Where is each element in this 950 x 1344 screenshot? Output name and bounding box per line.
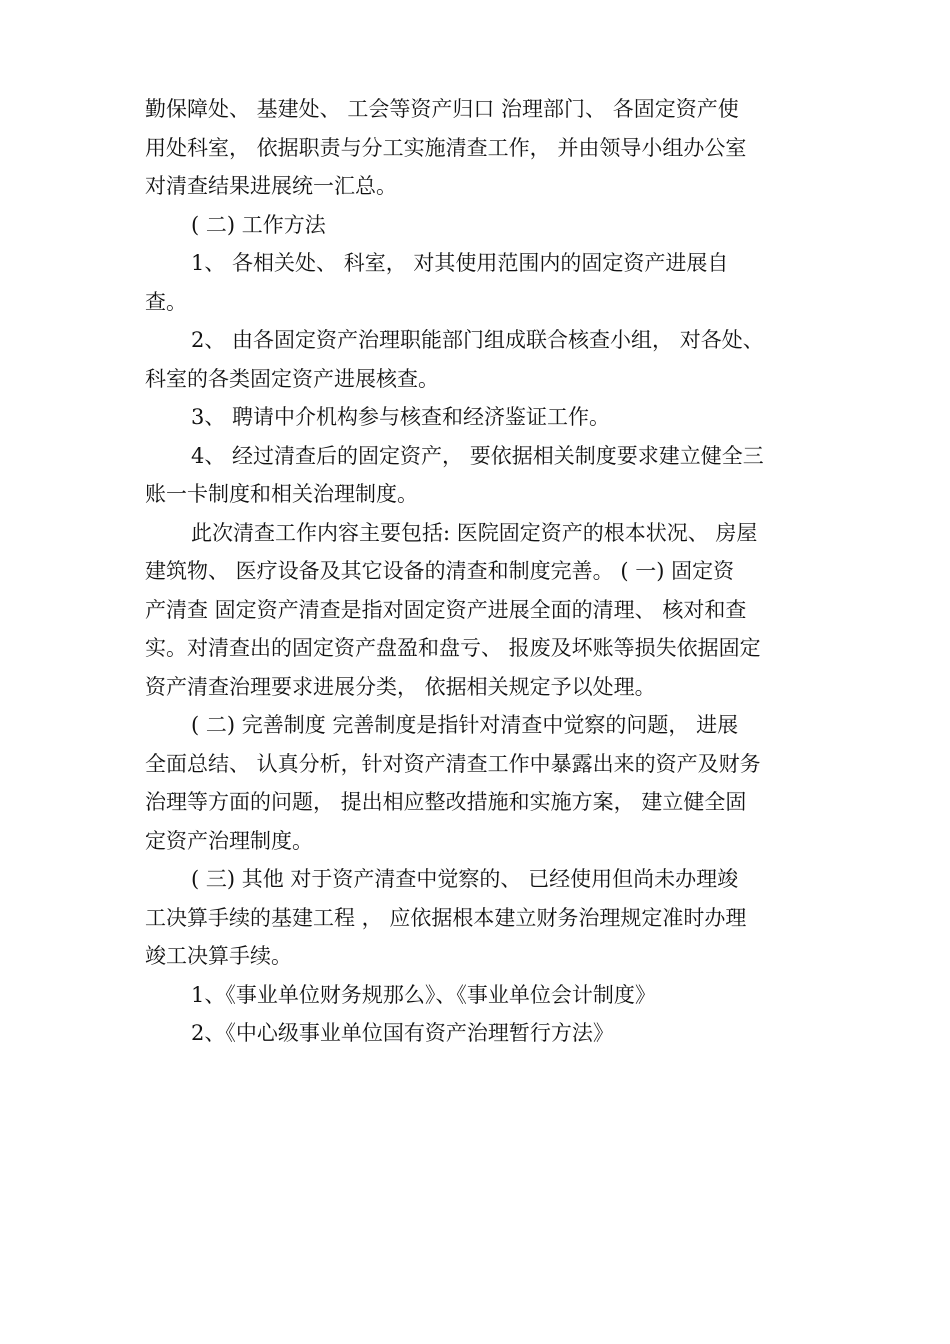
text-line: 治理等方面的问题， 提出相应整改措施和实施方案， 建立健全固 — [145, 790, 747, 814]
list-item: 1、 各相关处、 科室， 对其使用范围内的固定资产进展自 — [191, 251, 729, 275]
text-line: 定资产治理制度。 — [145, 828, 313, 853]
text-line: 查。 — [145, 289, 187, 314]
text-line: 用处科室， 依据职责与分工实施清查工作， 并由领导小组办公室 — [145, 135, 747, 160]
paragraph-start: 此次清查工作内容主要包括: 医院固定资产的根本状况、 房屋 — [191, 520, 758, 545]
text-line: 账一卡制度和相关治理制度。 — [145, 482, 418, 506]
list-item: 4、 经过清查后的固定资产， 要依据相关制度要求建立健全三 — [191, 443, 764, 468]
text-line: 全面总结、 认真分析，针对资产清查工作中暴露出来的资产及财务 — [145, 751, 761, 776]
text-line: 工决算手续的基建工程 ， 应依据根本建立财务治理规定准时办理 — [145, 905, 747, 930]
list-item: 2、 由各固定资产治理职能部门组成联合核查小组， 对各处、 — [191, 328, 764, 352]
reference-item: 2、《中心级事业单位国有资产治理暂行方法》 — [191, 1021, 614, 1045]
reference-item: 1、《事业单位财务规那么》、《事业单位会计制度》 — [191, 982, 656, 1007]
text-line: 资产清查治理要求进展分类， 依据相关规定予以处理。 — [145, 674, 656, 699]
text-line: 科室的各类固定资产进展核查。 — [145, 366, 439, 391]
text-line: 建筑物、 医疗设备及其它设备的清查和制度完善。 ( 一) 固定资 — [145, 559, 735, 583]
list-item: 3、 聘请中介机构参与核查和经济鉴证工作。 — [191, 405, 611, 429]
text-line: 对清查结果进展统一汇总。 — [145, 174, 397, 198]
text-line: 实。对清查出的固定资产盘盈和盘亏、 报废及坏账等损失依据固定 — [145, 636, 761, 660]
paragraph-start: ( 三) 其他 对于资产清查中觉察的、 已经使用但尚未办理竣 — [191, 867, 739, 891]
text-line: 勤保障处、 基建处、 工会等资产归口 治理部门、 各固定资产使 — [145, 97, 739, 121]
text-line: 产清查 固定资产清查是指对固定资产进展全面的清理、 核对和查 — [145, 597, 747, 622]
section-heading: ( 二) 工作方法 — [191, 212, 326, 237]
paragraph-start: ( 二) 完善制度 完善制度是指针对清查中觉察的问题， 进展 — [191, 713, 739, 737]
text-line: 竣工决算手续。 — [145, 944, 292, 968]
body-text — [145, 90, 810, 1053]
